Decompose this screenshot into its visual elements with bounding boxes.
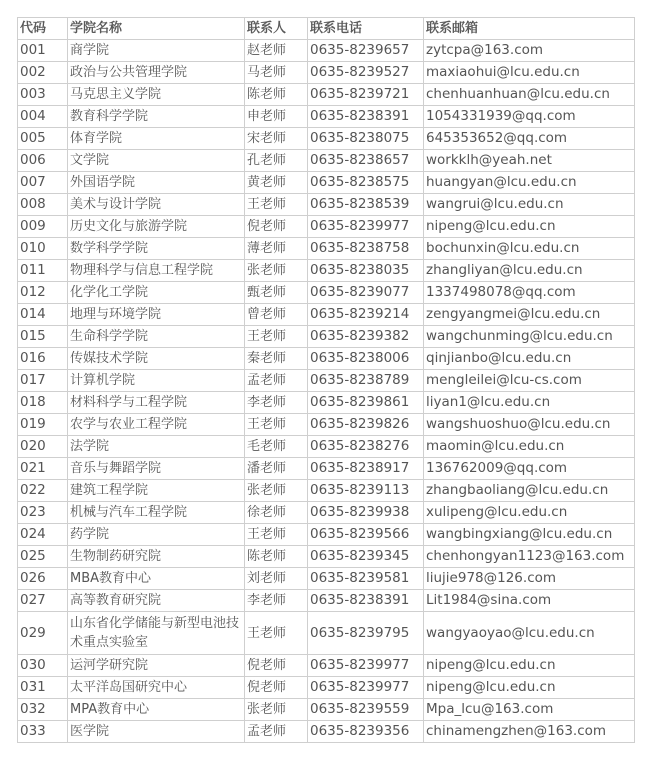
- phone-cell: 0635-8239113: [308, 480, 424, 502]
- college-name-cell: 数学科学学院: [68, 238, 245, 260]
- phone-cell: 0635-8239657: [308, 40, 424, 62]
- email-cell[interactable]: qinjianbo@lcu.edu.cn: [424, 348, 635, 370]
- phone-cell: 0635-8239721: [308, 84, 424, 106]
- phone-cell: 0635-8238391: [308, 106, 424, 128]
- contact-person-cell: 孟老师: [245, 721, 308, 743]
- contact-person-cell: 王老师: [245, 414, 308, 436]
- table-row: [18, 304, 635, 326]
- contact-person-cell: 陈老师: [245, 84, 308, 106]
- table-row: [18, 128, 635, 150]
- table-header-row: [18, 18, 635, 40]
- code-cell: 026: [18, 568, 68, 590]
- contact-person-cell: 王老师: [245, 524, 308, 546]
- contact-person-cell: 宋老师: [245, 128, 308, 150]
- code-cell: 022: [18, 480, 68, 502]
- email-cell[interactable]: wangbingxiang@lcu.edu.cn: [424, 524, 635, 546]
- phone-cell: 0635-8238539: [308, 194, 424, 216]
- email-cell[interactable]: huangyan@lcu.edu.cn: [424, 172, 635, 194]
- table-row: [18, 326, 635, 348]
- contact-person-cell: 王老师: [245, 326, 308, 348]
- table-row: [18, 568, 635, 590]
- phone-cell: 0635-8238035: [308, 260, 424, 282]
- email-cell[interactable]: 1337498078@qq.com: [424, 282, 635, 304]
- contact-person-cell: 曾老师: [245, 304, 308, 326]
- college-name-cell: 物理科学与信息工程学院: [68, 260, 245, 282]
- code-cell: 018: [18, 392, 68, 414]
- code-cell: 030: [18, 655, 68, 677]
- college-name-cell: 生物制药研究院: [68, 546, 245, 568]
- contact-person-cell: 王老师: [245, 612, 308, 655]
- college-name-cell: 外国语学院: [68, 172, 245, 194]
- email-cell[interactable]: zengyangmei@lcu.edu.cn: [424, 304, 635, 326]
- table-row: [18, 480, 635, 502]
- code-cell: 027: [18, 590, 68, 612]
- college-name-cell: 政治与公共管理学院: [68, 62, 245, 84]
- email-cell[interactable]: wangchunming@lcu.edu.cn: [424, 326, 635, 348]
- phone-cell: 0635-8239345: [308, 546, 424, 568]
- table-body: [18, 40, 635, 743]
- contact-person-cell: 孔老师: [245, 150, 308, 172]
- code-cell: 008: [18, 194, 68, 216]
- phone-cell: 0635-8239356: [308, 721, 424, 743]
- college-name-cell: 农学与农业工程学院: [68, 414, 245, 436]
- table-row: [18, 414, 635, 436]
- college-name-cell: 医学院: [68, 721, 245, 743]
- code-cell: 009: [18, 216, 68, 238]
- college-name-cell: 太平洋岛国研究中心: [68, 677, 245, 699]
- email-cell[interactable]: wangrui@lcu.edu.cn: [424, 194, 635, 216]
- contact-person-cell: 王老师: [245, 194, 308, 216]
- college-name-cell: 山东省化学储能与新型电池技术重点实验室: [68, 612, 245, 655]
- phone-cell: 0635-8239977: [308, 216, 424, 238]
- contact-person-cell: 张老师: [245, 699, 308, 721]
- table-row: [18, 590, 635, 612]
- code-cell: 033: [18, 721, 68, 743]
- contact-person-cell: 秦老师: [245, 348, 308, 370]
- contact-person-cell: 倪老师: [245, 216, 308, 238]
- table-row: [18, 546, 635, 568]
- table-row: [18, 84, 635, 106]
- college-name-cell: 体育学院: [68, 128, 245, 150]
- email-cell[interactable]: wangyaoyao@lcu.edu.cn: [424, 612, 635, 655]
- email-cell[interactable]: zhangbaoliang@lcu.edu.cn: [424, 480, 635, 502]
- code-cell: 021: [18, 458, 68, 480]
- phone-cell: 0635-8238391: [308, 590, 424, 612]
- phone-cell: 0635-8238789: [308, 370, 424, 392]
- table-row: [18, 40, 635, 62]
- college-name-cell: 化学化工学院: [68, 282, 245, 304]
- table-row: [18, 524, 635, 546]
- contact-person-cell: 甄老师: [245, 282, 308, 304]
- phone-cell: 0635-8239214: [308, 304, 424, 326]
- email-cell[interactable]: chinamengzhen@163.com: [424, 721, 635, 743]
- code-cell: 002: [18, 62, 68, 84]
- email-cell[interactable]: liyan1@lcu.edu.cn: [424, 392, 635, 414]
- table-row: [18, 370, 635, 392]
- code-cell: 010: [18, 238, 68, 260]
- college-name-cell: 商学院: [68, 40, 245, 62]
- email-cell[interactable]: workklh@yeah.net: [424, 150, 635, 172]
- email-cell[interactable]: xulipeng@lcu.edu.cn: [424, 502, 635, 524]
- college-name-cell: 音乐与舞蹈学院: [68, 458, 245, 480]
- college-name-cell: 机械与汽车工程学院: [68, 502, 245, 524]
- phone-cell: 0635-8239861: [308, 392, 424, 414]
- phone-cell: 0635-8239977: [308, 655, 424, 677]
- code-cell: 031: [18, 677, 68, 699]
- code-cell: 007: [18, 172, 68, 194]
- contact-person-cell: 薄老师: [245, 238, 308, 260]
- college-contact-table: [17, 17, 635, 743]
- phone-cell: 0635-8238006: [308, 348, 424, 370]
- header-phone: 联系电话: [308, 18, 424, 40]
- table-row: [18, 436, 635, 458]
- college-name-cell: 建筑工程学院: [68, 480, 245, 502]
- code-cell: 001: [18, 40, 68, 62]
- code-cell: 004: [18, 106, 68, 128]
- table-row: [18, 282, 635, 304]
- email-cell[interactable]: wangshuoshuo@lcu.edu.cn: [424, 414, 635, 436]
- college-name-cell: 传媒技术学院: [68, 348, 245, 370]
- table-row: [18, 62, 635, 84]
- college-name-cell: 运河学研究院: [68, 655, 245, 677]
- phone-cell: 0635-8238758: [308, 238, 424, 260]
- email-cell[interactable]: 1054331939@qq.com: [424, 106, 635, 128]
- email-cell[interactable]: chenhuanhuan@lcu.edu.cn: [424, 84, 635, 106]
- email-cell[interactable]: nipeng@lcu.edu.cn: [424, 677, 635, 699]
- header-college: 学院名称: [68, 18, 245, 40]
- email-cell[interactable]: bochunxin@lcu.edu.cn: [424, 238, 635, 260]
- contact-person-cell: 潘老师: [245, 458, 308, 480]
- contact-person-cell: 张老师: [245, 260, 308, 282]
- table-row: [18, 458, 635, 480]
- table-row: [18, 260, 635, 282]
- college-name-cell: MPA教育中心: [68, 699, 245, 721]
- email-cell[interactable]: chenhongyan1123@163.com: [424, 546, 635, 568]
- contact-person-cell: 陈老师: [245, 546, 308, 568]
- table-row: [18, 721, 635, 743]
- contact-person-cell: 徐老师: [245, 502, 308, 524]
- email-cell[interactable]: maomin@lcu.edu.cn: [424, 436, 635, 458]
- table-row: [18, 238, 635, 260]
- table-row: [18, 172, 635, 194]
- college-name-cell: 材料科学与工程学院: [68, 392, 245, 414]
- email-cell[interactable]: Mpa_lcu@163.com: [424, 699, 635, 721]
- table-row: [18, 699, 635, 721]
- phone-cell: 0635-8238075: [308, 128, 424, 150]
- phone-cell: 0635-8239977: [308, 677, 424, 699]
- college-name-cell: 高等教育研究院: [68, 590, 245, 612]
- table-row: [18, 194, 635, 216]
- college-name-cell: MBA教育中心: [68, 568, 245, 590]
- email-cell[interactable]: 645353652@qq.com: [424, 128, 635, 150]
- contact-person-cell: 黄老师: [245, 172, 308, 194]
- contact-person-cell: 申老师: [245, 106, 308, 128]
- college-name-cell: 文学院: [68, 150, 245, 172]
- email-cell[interactable]: nipeng@lcu.edu.cn: [424, 216, 635, 238]
- header-email: 联系邮箱: [424, 18, 635, 40]
- table-row: [18, 216, 635, 238]
- email-cell[interactable]: maxiaohui@lcu.edu.cn: [424, 62, 635, 84]
- email-cell[interactable]: zytcpa@163.com: [424, 40, 635, 62]
- phone-cell: 0635-8239566: [308, 524, 424, 546]
- table-row: [18, 655, 635, 677]
- phone-cell: 0635-8239077: [308, 282, 424, 304]
- phone-cell: 0635-8238917: [308, 458, 424, 480]
- college-name-cell: 药学院: [68, 524, 245, 546]
- code-cell: 003: [18, 84, 68, 106]
- phone-cell: 0635-8239826: [308, 414, 424, 436]
- college-name-cell: 生命科学学院: [68, 326, 245, 348]
- contact-person-cell: 刘老师: [245, 568, 308, 590]
- contact-person-cell: 李老师: [245, 392, 308, 414]
- table-row: [18, 392, 635, 414]
- table-row: [18, 612, 635, 655]
- email-cell[interactable]: liujie978@126.com: [424, 568, 635, 590]
- phone-cell: 0635-8239795: [308, 612, 424, 655]
- phone-cell: 0635-8239581: [308, 568, 424, 590]
- code-cell: 029: [18, 612, 68, 655]
- code-cell: 014: [18, 304, 68, 326]
- code-cell: 016: [18, 348, 68, 370]
- code-cell: 023: [18, 502, 68, 524]
- code-cell: 017: [18, 370, 68, 392]
- college-name-cell: 地理与环境学院: [68, 304, 245, 326]
- college-name-cell: 历史文化与旅游学院: [68, 216, 245, 238]
- code-cell: 011: [18, 260, 68, 282]
- code-cell: 024: [18, 524, 68, 546]
- email-cell[interactable]: mengleilei@lcu-cs.com: [424, 370, 635, 392]
- phone-cell: 0635-8239938: [308, 502, 424, 524]
- phone-cell: 0635-8238657: [308, 150, 424, 172]
- phone-cell: 0635-8239559: [308, 699, 424, 721]
- contact-person-cell: 毛老师: [245, 436, 308, 458]
- code-cell: 032: [18, 699, 68, 721]
- contact-person-cell: 张老师: [245, 480, 308, 502]
- table-row: [18, 106, 635, 128]
- contact-person-cell: 倪老师: [245, 655, 308, 677]
- contact-person-cell: 孟老师: [245, 370, 308, 392]
- email-cell[interactable]: 136762009@qq.com: [424, 458, 635, 480]
- college-name-cell: 法学院: [68, 436, 245, 458]
- table-row: [18, 348, 635, 370]
- table-row: [18, 502, 635, 524]
- contact-person-cell: 赵老师: [245, 40, 308, 62]
- code-cell: 025: [18, 546, 68, 568]
- code-cell: 012: [18, 282, 68, 304]
- phone-cell: 0635-8239527: [308, 62, 424, 84]
- code-cell: 005: [18, 128, 68, 150]
- college-name-cell: 美术与设计学院: [68, 194, 245, 216]
- college-name-cell: 计算机学院: [68, 370, 245, 392]
- phone-cell: 0635-8238575: [308, 172, 424, 194]
- code-cell: 020: [18, 436, 68, 458]
- contact-person-cell: 马老师: [245, 62, 308, 84]
- college-name-cell: 马克思主义学院: [68, 84, 245, 106]
- table-row: [18, 150, 635, 172]
- email-cell[interactable]: nipeng@lcu.edu.cn: [424, 655, 635, 677]
- header-code: 代码: [18, 18, 68, 40]
- phone-cell: 0635-8239382: [308, 326, 424, 348]
- contact-person-cell: 倪老师: [245, 677, 308, 699]
- contact-person-cell: 李老师: [245, 590, 308, 612]
- code-cell: 015: [18, 326, 68, 348]
- code-cell: 019: [18, 414, 68, 436]
- phone-cell: 0635-8238276: [308, 436, 424, 458]
- code-cell: 006: [18, 150, 68, 172]
- college-name-cell: 教育科学学院: [68, 106, 245, 128]
- table-row: [18, 677, 635, 699]
- header-contact: 联系人: [245, 18, 308, 40]
- email-cell[interactable]: zhangliyan@lcu.edu.cn: [424, 260, 635, 282]
- email-cell[interactable]: Lit1984@sina.com: [424, 590, 635, 612]
